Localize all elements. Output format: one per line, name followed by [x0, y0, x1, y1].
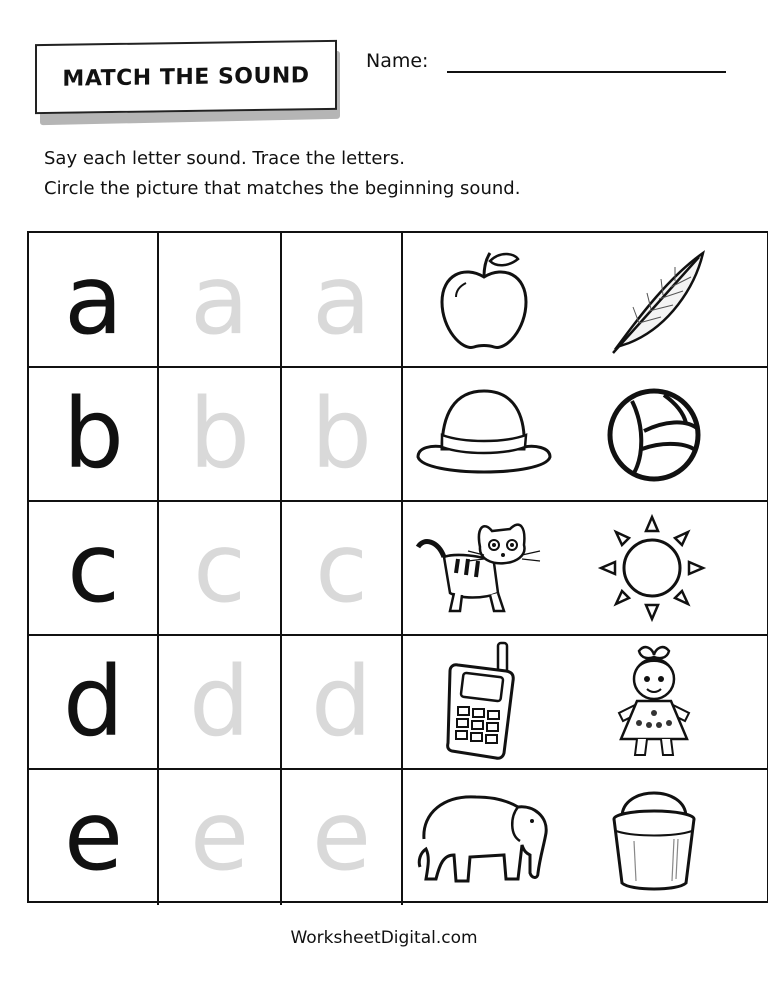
apple-icon[interactable]: [434, 247, 534, 357]
trace-cell[interactable]: [158, 769, 281, 903]
row-d: [29, 635, 768, 769]
trace-letter: d: [189, 646, 250, 758]
bucket-icon[interactable]: [604, 777, 704, 893]
trace-cell[interactable]: [281, 367, 402, 501]
trace-cell[interactable]: [281, 769, 402, 903]
trace-letter: e: [311, 780, 372, 892]
phone-icon[interactable]: [444, 641, 524, 761]
cat-icon[interactable]: [414, 517, 554, 619]
footer-site: WorksheetDigital.com: [290, 928, 478, 948]
ball-icon[interactable]: [604, 385, 704, 485]
letter-cell: [29, 635, 158, 769]
trace-cell[interactable]: [158, 635, 281, 769]
letter: c: [67, 512, 120, 624]
row-e: [29, 769, 768, 903]
instruction-line-1: Say each letter sound. Trace the letters.: [44, 148, 405, 169]
sun-icon[interactable]: [597, 513, 707, 623]
trace-letter: a: [312, 244, 371, 356]
page-title: MATCH THE SOUND: [62, 62, 310, 92]
letter: e: [63, 780, 124, 892]
letter-cell: [29, 501, 158, 635]
elephant-icon[interactable]: [414, 783, 554, 893]
letter: b: [63, 378, 124, 490]
feather-icon[interactable]: [599, 247, 709, 357]
row-b: [29, 367, 768, 501]
trace-letter: b: [189, 378, 250, 490]
trace-cell[interactable]: [281, 233, 402, 367]
trace-cell[interactable]: [158, 501, 281, 635]
title-banner: [35, 40, 337, 114]
row-c: [29, 501, 768, 635]
name-field[interactable]: [447, 71, 726, 73]
hat-icon[interactable]: [414, 385, 554, 485]
doll-icon[interactable]: [609, 643, 699, 763]
trace-cell[interactable]: [158, 233, 281, 367]
letter-grid: [27, 231, 768, 903]
letter-cell: [29, 367, 158, 501]
trace-letter: b: [311, 378, 372, 490]
letter: d: [63, 646, 124, 758]
letter: a: [64, 244, 123, 356]
trace-cell[interactable]: [281, 635, 402, 769]
trace-cell[interactable]: [158, 367, 281, 501]
instruction-line-2: Circle the picture that matches the beginning sound.: [44, 178, 521, 199]
row-a: [29, 233, 768, 367]
trace-cell[interactable]: [281, 501, 402, 635]
letter-cell: [29, 769, 158, 903]
trace-letter: c: [315, 512, 368, 624]
trace-letter: e: [189, 780, 250, 892]
letter-cell: [29, 233, 158, 367]
name-label: Name:: [366, 50, 429, 72]
trace-letter: a: [190, 244, 249, 356]
trace-letter: c: [193, 512, 246, 624]
trace-letter: d: [311, 646, 372, 758]
